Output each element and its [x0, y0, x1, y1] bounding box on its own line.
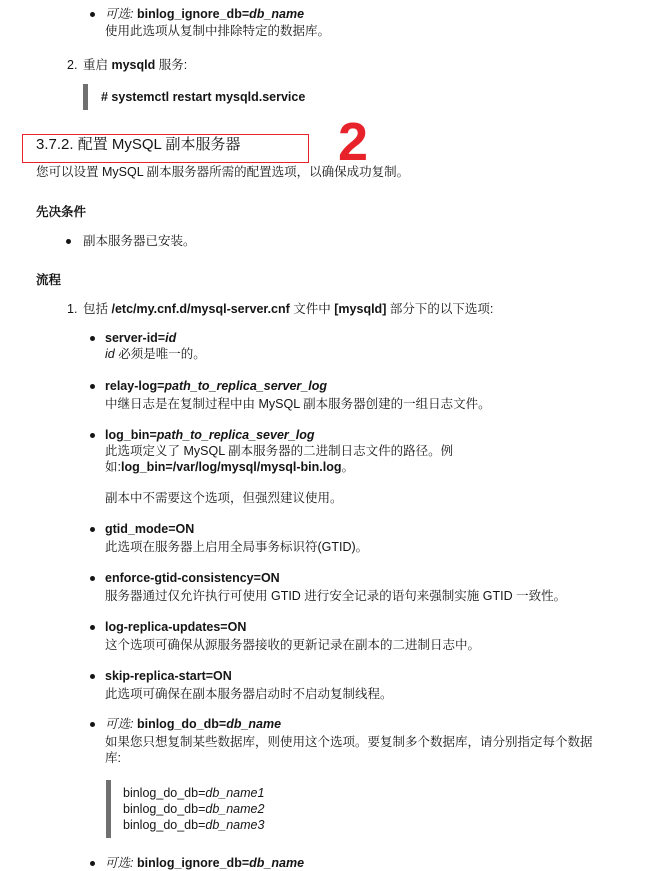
annotation-number: 2 [338, 112, 369, 172]
bullet [90, 576, 95, 581]
option-log-replica-updates: log-replica-updates=ON [105, 620, 247, 634]
procedure-heading: 流程 [36, 273, 62, 287]
option-skip-replica-start: skip-replica-start=ON [105, 669, 232, 683]
code-block-bar [106, 780, 111, 838]
option-description: 库: [105, 751, 121, 765]
option-description: 中继日志是在复制过程中由 MySQL 副本服务器创建的一组日志文件。 [105, 397, 491, 411]
prerequisite-item: 副本服务器已安装。 [83, 234, 196, 248]
option-server-id: server-id=id [105, 331, 177, 345]
prerequisites-heading: 先决条件 [36, 205, 87, 219]
step2-text: 重启 mysqld 服务: [83, 58, 188, 72]
option-description: 服务器通过仅允许执行可使用 GTID 进行安全记录的语句来强制实施 GTID 一致性。 [105, 589, 567, 603]
option-description: 这个选项可确保从源服务器接收的更新记录在副本的二进制日志中。 [105, 638, 481, 652]
section-title: 3.7.2. 配置 MySQL 副本服务器 [36, 136, 241, 153]
bullet [66, 239, 71, 244]
bullet [90, 625, 95, 630]
option-description: 此选项定义了 MySQL 副本服务器的二进制日志文件的路径。例 [105, 444, 454, 458]
option-gtid-mode: gtid_mode=ON [105, 522, 195, 536]
bullet [90, 336, 95, 341]
bullet [90, 722, 95, 727]
option-log-bin: log_bin=path_to_replica_sever_log [105, 428, 315, 442]
bullet [90, 12, 95, 17]
bullet [90, 433, 95, 438]
code-line: binlog_do_db=db_name2 [123, 802, 265, 816]
bullet [90, 527, 95, 532]
code-block-bar [83, 84, 88, 110]
code-line: binlog_do_db=db_name3 [123, 818, 265, 832]
option-description: 此选项在服务器上启用全局事务标识符(GTID)。 [105, 540, 369, 554]
option-description: 如果您只想复制某些数据库，则使用这个选项。要复制多个数据库，请分别指定每个数据 [105, 735, 593, 749]
option-binlog-ignore-db: 可选: binlog_ignore_db=db_name [105, 856, 305, 870]
step-number: 1. [67, 302, 78, 316]
option-note: 副本中不需要这个选项，但强烈建议使用。 [105, 491, 343, 505]
bullet [90, 384, 95, 389]
section-intro: 您可以设置 MySQL 副本服务器所需的配置选项，以确保成功复制。 [36, 165, 410, 179]
option-description: 如:log_bin=/var/log/mysql/mysql-bin.log。 [105, 460, 355, 474]
step-number: 2. [67, 58, 78, 72]
option-enforce-gtid: enforce-gtid-consistency=ON [105, 571, 280, 585]
option-description: 此选项可确保在副本服务器启动时不启动复制线程。 [105, 687, 393, 701]
option-binlog-ignore-top: 可选: binlog_ignore_db=db_name [105, 7, 305, 21]
option-binlog-do-db: 可选: binlog_do_db=db_name [105, 717, 282, 731]
bullet [90, 674, 95, 679]
option-description: id 必须是唯一的。 [105, 347, 206, 361]
option-description: 使用此选项从复制中排除特定的数据库。 [105, 24, 331, 38]
code-command: # systemctl restart mysqld.service [101, 90, 306, 104]
bullet [90, 861, 95, 866]
step1-text: 包括 /etc/my.cnf.d/mysql-server.cnf 文件中 [mysqld] 部分下的以下选项: [83, 302, 494, 316]
code-line: binlog_do_db=db_name1 [123, 786, 265, 800]
option-relay-log: relay-log=path_to_replica_server_log [105, 379, 327, 393]
